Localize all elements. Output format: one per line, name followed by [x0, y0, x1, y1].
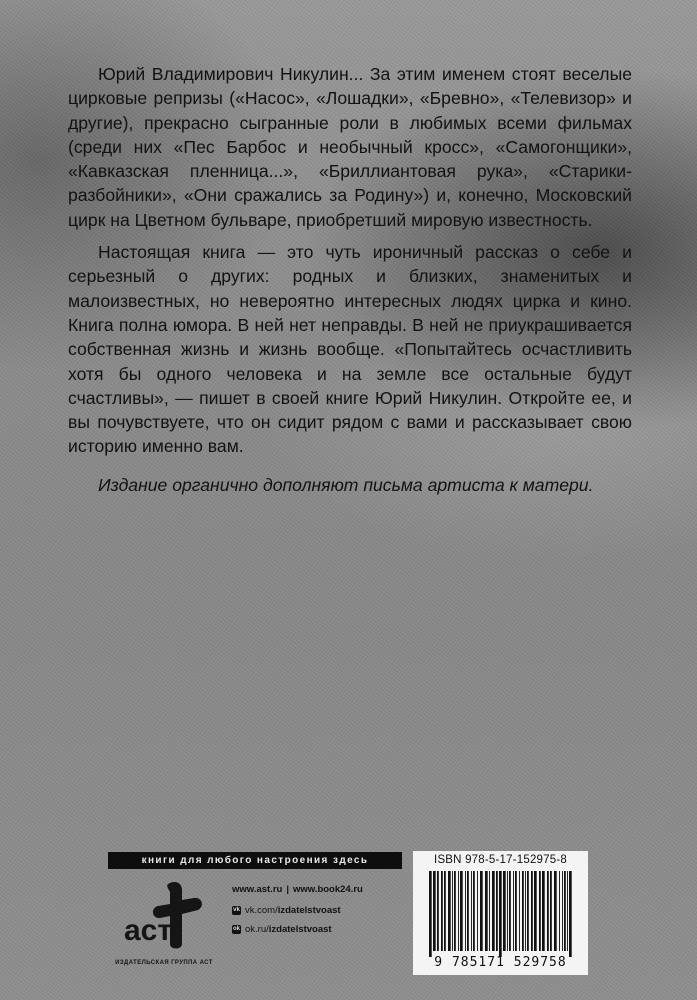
barcode-digits: 9 785171 529758: [434, 955, 567, 970]
barcode-bar: [547, 871, 549, 951]
barcode-bar: [539, 871, 541, 951]
website-secondary-link[interactable]: www.book24.ru: [293, 884, 363, 895]
barcode-bar: [465, 871, 466, 951]
ast-logo-icon: [110, 878, 216, 956]
publisher-slogan-bar: книги для любого настроения здесь: [108, 852, 402, 869]
website-separator: |: [286, 884, 289, 895]
barcode-bar: [550, 871, 552, 951]
barcode-bar: [507, 871, 508, 951]
publisher-links: [232, 880, 412, 939]
barcode-bar: [489, 871, 490, 951]
annotation-paragraph-2: Настоящая книга — это чуть ироничный рассказ о себе и серьезный о других: родных и близких, знаменитых и малоизвестных, но невероятно интересных людях цирка и кино. Книга полна юмора. В ней нет неправды. В ней не приукрашивается собственная жизнь и жизнь вообще. «Попытайтесь осчастливить хотя бы одного человека и на земле все остальные будут счастливы», — пишет в своей книге Юрий Никулин. Откройте ее, и вы почувствуете, что он сидит рядом с вами и рассказывает свою историю именно вам.: [68, 242, 632, 457]
barcode-bar: [522, 871, 524, 951]
barcode-bar: [499, 871, 502, 957]
barcode-bar: [467, 871, 469, 951]
annotation-italic-note: Издание органично дополняют письма артиста к матери.: [98, 474, 594, 495]
barcode-bar: [542, 871, 545, 951]
barcode-bar: [485, 871, 488, 951]
barcode-bar: [531, 871, 533, 951]
barcode-bar: [562, 871, 563, 951]
vk-handle: izdatelstvoast: [277, 905, 341, 916]
barcode-bar: [525, 871, 526, 951]
ok-prefix: ok.ru/: [245, 924, 269, 935]
barcode-bar: [534, 871, 537, 951]
barcode-bar: [564, 871, 566, 951]
ok-handle: izdatelstvoast: [268, 924, 332, 935]
vk-icon: vk: [233, 907, 240, 913]
barcode-bar: [480, 871, 483, 951]
barcode-bar: [429, 871, 432, 957]
barcode-bar: [437, 871, 439, 951]
barcode-bar: [441, 871, 443, 951]
barcode-bar: [496, 871, 498, 951]
barcode-bar: [454, 871, 456, 951]
barcode-bar: [554, 871, 557, 951]
barcode-bar: [433, 871, 436, 951]
barcode-block: [413, 851, 588, 975]
barcode-bar: [452, 871, 453, 951]
barcode-bar: [509, 871, 511, 951]
vk-prefix: vk.com/: [245, 905, 278, 916]
barcode-bar: [473, 871, 475, 951]
barcode-bar: [519, 871, 520, 951]
barcode-bar: [569, 871, 572, 957]
barcode-bar: [448, 871, 451, 951]
logo-text: аст: [124, 914, 173, 947]
barcode-bar: [492, 871, 495, 951]
barcode-bar: [559, 871, 560, 951]
ok-icon: ok: [232, 926, 240, 932]
barcode-bar: [515, 871, 517, 951]
publisher-caption: ИЗДАТЕЛЬСКАЯ ГРУППА АСТ: [115, 960, 213, 966]
barcode-bar: [444, 871, 446, 951]
ok-row[interactable]: [232, 920, 412, 939]
barcode-bar: [458, 871, 459, 951]
barcode-icon: [427, 871, 577, 959]
barcode-bar: [527, 871, 529, 951]
barcode-bar: [471, 871, 472, 951]
barcode-bar: [477, 871, 478, 951]
vk-row[interactable]: [232, 901, 412, 920]
barcode-bar: [503, 871, 506, 951]
isbn-label: ISBN 978-5-17-152975-8: [434, 854, 567, 866]
annotation-text: [68, 62, 632, 505]
barcode-bar: [567, 871, 568, 951]
barcode-bar: [513, 871, 514, 951]
website-row: [232, 880, 412, 899]
website-primary-link[interactable]: www.ast.ru: [232, 884, 283, 895]
barcode-bar: [460, 871, 463, 951]
annotation-paragraph-1: Юрий Владимирович Никулин... За этим именем стоят веселые цирковые репризы («Насос», «Лошадки», «Бревно», «Телевизор» и другие), прекрасно сыгранные роли в любимых всеми фильмах (среди них «Пес Барбос и необычный кросс», «Самогонщики», «Кавказская пленница...», «Бриллиантовая рука», «Старики-разбойники», «Они сражались за Родину») и, конечно, Московский цирк на Цветном бульваре, приобретший мировую известность.: [68, 64, 632, 230]
